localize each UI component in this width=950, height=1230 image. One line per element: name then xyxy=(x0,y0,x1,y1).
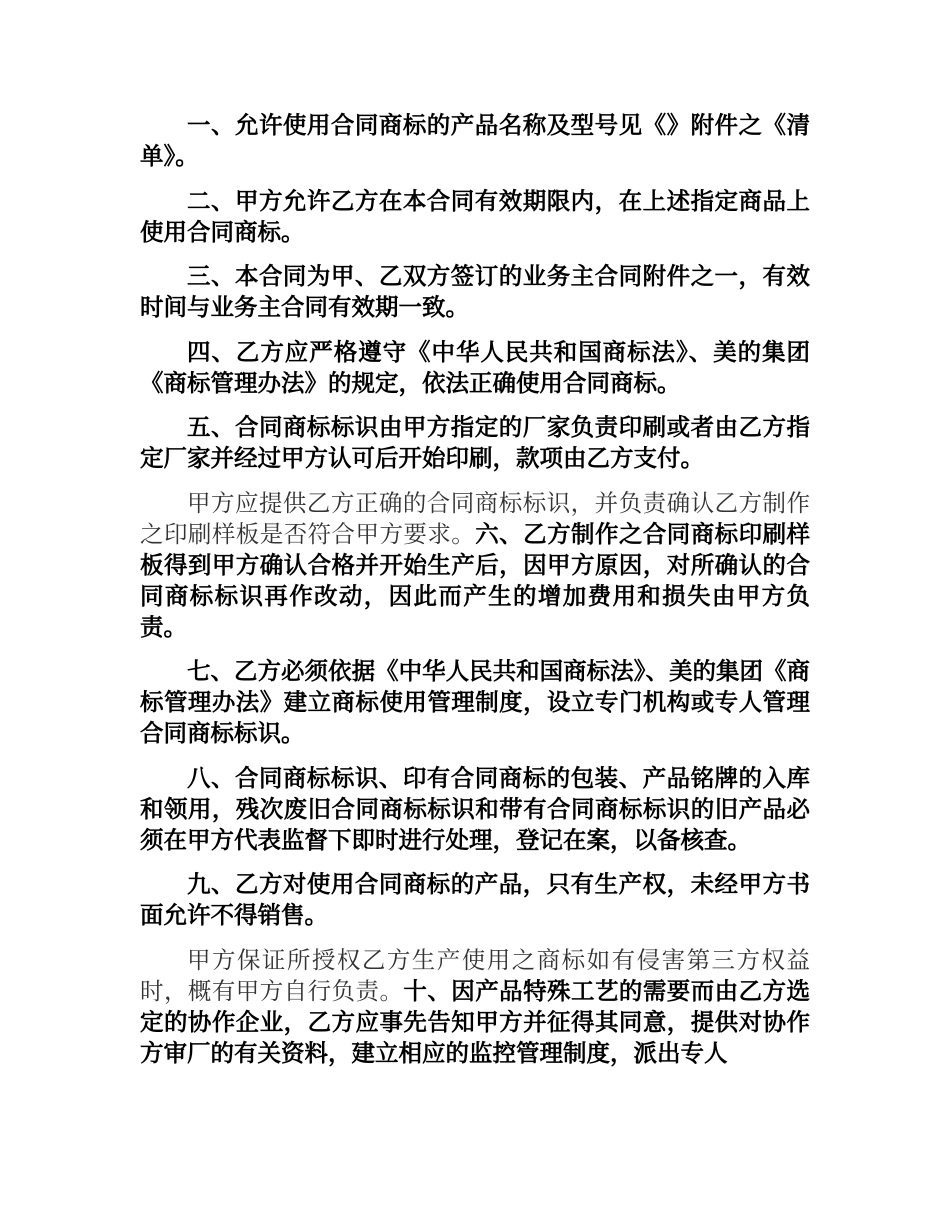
clause-9-text: 九、乙方对使用合同商标的产品，只有生产权，未经甲方书面允许不得销售。 xyxy=(140,870,810,929)
clause-8 xyxy=(140,763,810,856)
clause-10-preamble: 甲方保证所授权乙方生产使用之商标如有侵害第三方权益时，概有甲方自行负责。 xyxy=(140,945,810,1005)
clause-8-text: 八、合同商标标识、印有合同商标的包装、产品铭牌的入库和领用，残次废旧合同商标标识和带有合同商标标识的旧产品必须在甲方代表监督下即时进行处理，登记在案，以备核查。 xyxy=(140,763,810,854)
clause-7 xyxy=(140,656,810,749)
clause-4 xyxy=(140,337,810,399)
clause-7-text: 七、乙方必须依据《中华人民共和国商标法》、美的集团《商标管理办法》建立商标使用管理制度，设立专门机构或专人管理合同商标标识。 xyxy=(140,657,810,747)
clause-5 xyxy=(140,412,810,474)
clause-10-text: 十、因产品特殊工艺的需要而由乙方选定的协作企业，乙方应事先告知甲方并征得其同意，提供对协作方审厂的有关资料，建立相应的监控管理制度，派出专人 xyxy=(140,976,811,1067)
clause-1 xyxy=(140,110,810,172)
contract-page xyxy=(140,110,810,1082)
clause-1-text: 一、允许使用合同商标的产品名称及型号见《》附件之《清单》。 xyxy=(140,111,810,170)
clause-2 xyxy=(140,186,810,248)
clause-6 xyxy=(140,488,810,643)
clause-4-text: 四、乙方应严格遵守《中华人民共和国商标法》、美的集团《商标管理办法》的规定，依法正确使用合同商标。 xyxy=(140,337,810,397)
clause-6-text: 六、乙方制作之合同商标印刷样板得到甲方确认合格并开始生产后，因甲方原因，对所确认的合同商标标识再作改动，因此而产生的增加费用和损失由甲方负责。 xyxy=(140,519,811,641)
clause-5-text: 五、合同商标标识由甲方指定的厂家负责印刷或者由乙方指定厂家并经过甲方认可后开始印刷，款项由乙方支付。 xyxy=(140,413,810,472)
clause-10 xyxy=(140,945,810,1069)
clause-3-text: 三、本合同为甲、乙双方签订的业务主合同附件之一，有效时间与业务主合同有效期一致。 xyxy=(140,262,810,321)
clause-2-text: 二、甲方允许乙方在本合同有效期限内，在上述指定商品上使用合同商标。 xyxy=(140,186,810,246)
clause-9 xyxy=(140,869,810,931)
clause-6-preamble: 甲方应提供乙方正确的合同商标标识，并负责确认乙方制作之印刷样板是否符合甲方要求。 xyxy=(140,488,810,548)
clause-3 xyxy=(140,261,810,323)
